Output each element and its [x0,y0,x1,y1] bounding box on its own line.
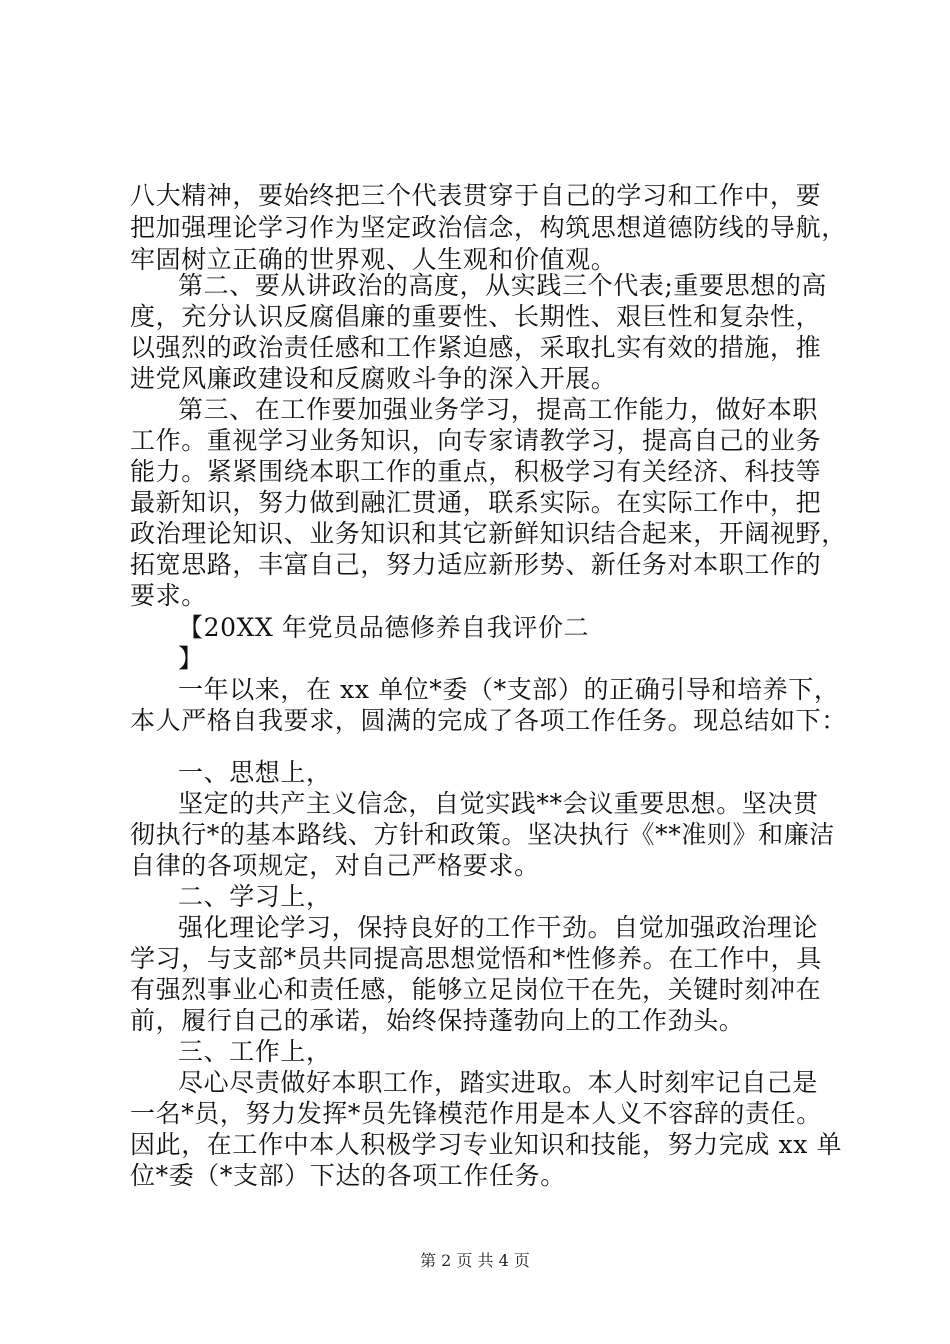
text-line: 学习，与支部*员共同提高思想觉悟和*性修养。在工作中，具 [130,944,822,973]
text-line: 第二、要从讲政治的高度，从实践三个代表;重要思想的高 [178,271,828,300]
subheading: 一、思想上， [178,758,332,787]
text-line: 八大精神，要始终把三个代表贯穿于自己的学习和工作中，要 [130,181,822,210]
text-line: 能力。紧紧围绕本职工作的重点，积极学习有关经济、科技等 [130,457,822,486]
text-line: 本人严格自我要求，圆满的完成了各项工作任务。现总结如下： [130,706,847,735]
text-line: 最新知识，努力做到融汇贯通，联系实际。在实际工作中，把 [130,488,822,517]
text-line: 拓宽思路，丰富自己，努力适应新形势、新任务对本职工作的 [130,550,822,579]
text-line: 工作。重视学习业务知识，向专家请教学习，提高自己的业务 [130,426,822,455]
subheading: 三、工作上， [178,1037,332,1066]
text-line: 尽心尽责做好本职工作，踏实进取。本人时刻牢记自己是 [178,1068,819,1097]
text-line: 牢固树立正确的世界观、人生观和价值观。 [130,245,617,274]
text-line: 把加强理论学习作为坚定政治信念，构筑思想道德防线的导航， [130,213,847,242]
text-line: 前，履行自己的承诺，始终保持蓬勃向上的工作劲头。 [130,1006,745,1035]
text-line: 进党风廉政建设和反腐败斗争的深入开展。 [130,364,617,393]
text-line: 政治理论知识、业务知识和其它新鲜知识结合起来，开阔视野， [130,519,847,548]
section-heading-end: 】 [178,644,204,673]
text-line: 第三、在工作要加强业务学习，提高工作能力，做好本职 [178,395,819,424]
text-line: 强化理论学习，保持良好的工作干劲。自觉加强政治理论 [178,913,819,942]
text-line: 要求。 [130,581,207,610]
text-line: 有强烈事业心和责任感，能够立足岗位干在先，关键时刻冲在 [130,975,822,1004]
subheading: 二、学习上， [178,882,332,911]
text-line: 因此，在工作中本人积极学习专业知识和技能，努力完成 xx 单 [130,1130,843,1159]
text-line: 坚定的共产主义信念，自觉实践**会议重要思想。坚决贯 [178,789,819,818]
text-line: 一名*员，努力发挥*员先锋模范作用是本人义不容辞的责任。 [130,1099,822,1128]
text-line: 一年以来，在 xx 单位*委（*支部）的正确引导和培养下， [178,675,840,704]
text-line: 自律的各项规定，对自己严格要求。 [130,851,540,880]
text-line: 度，充分认识反腐倡廉的重要性、长期性、艰巨性和复杂性， [130,302,822,331]
page-number-footer: 第 2 页 共 4 页 [420,1251,530,1270]
text-line: 位*委（*支部）下达的各项工作任务。 [130,1161,566,1190]
text-line: 彻执行*的基本路线、方针和政策。坚决执行《**准则》和廉洁 [130,820,835,849]
section-heading: 【20XX 年党员品德修养自我评价二 [178,613,590,642]
text-line: 以强烈的政治责任感和工作紧迫感，采取扎实有效的措施，推 [130,333,822,362]
